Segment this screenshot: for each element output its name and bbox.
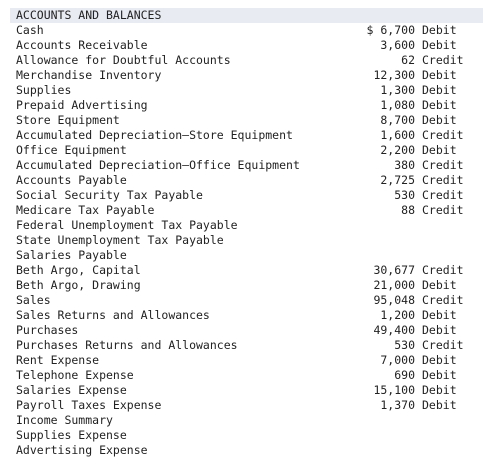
account-row [0, 368, 483, 383]
account-name: Beth Argo, Capital [16, 263, 141, 277]
account-balance: 49,400 [373, 323, 415, 337]
account-list [0, 23, 483, 458]
account-name: Store Equipment [16, 113, 120, 127]
account-row [0, 308, 483, 323]
account-name: Purchases [16, 323, 79, 337]
account-balance: 15,100 [373, 383, 415, 397]
account-balance: 88 [401, 203, 415, 217]
balance-side: Debit [422, 323, 457, 337]
account-name: Sales [16, 293, 51, 307]
account-balance: 530 [394, 338, 415, 352]
account-balance: 95,048 [373, 293, 415, 307]
account-balance: 30,677 [373, 263, 415, 277]
account-name: Advertising Expense [16, 443, 148, 457]
balance-side: Debit [422, 98, 457, 112]
balance-side: Debit [422, 308, 457, 322]
account-row [0, 83, 483, 98]
account-row [0, 68, 483, 83]
account-name: Merchandise Inventory [16, 68, 162, 82]
account-row [0, 143, 483, 158]
account-name: Rent Expense [16, 353, 100, 367]
account-row [0, 98, 483, 113]
account-row [0, 188, 483, 203]
balance-side: Credit [422, 203, 464, 217]
account-row [0, 413, 483, 428]
account-balance: 530 [394, 188, 415, 202]
account-row [0, 203, 483, 218]
account-balance: 1,370 [380, 398, 415, 412]
account-name: Purchases Returns and Allowances [16, 338, 238, 352]
account-name: Sales Returns and Allowances [16, 308, 210, 322]
account-row [0, 23, 483, 38]
account-row [0, 398, 483, 413]
account-name: Medicare Tax Payable [16, 203, 155, 217]
balance-side: Credit [422, 263, 464, 277]
account-balance: 1,300 [380, 83, 415, 97]
account-name: Federal Unemployment Tax Payable [16, 218, 238, 232]
account-name: Telephone Expense [16, 368, 134, 382]
balance-side: Credit [422, 158, 464, 172]
account-row [0, 173, 483, 188]
account-row [0, 278, 483, 293]
account-balance: 8,700 [380, 113, 415, 127]
account-balance: 7,000 [380, 353, 415, 367]
balance-side: Credit [422, 188, 464, 202]
balance-side: Debit [422, 368, 457, 382]
account-balance: 21,000 [373, 278, 415, 292]
account-balance: 690 [394, 368, 415, 382]
balance-side: Debit [422, 23, 457, 37]
account-name: Office Equipment [16, 143, 127, 157]
section-title: ACCOUNTS AND BALANCES [16, 8, 162, 22]
balance-side: Debit [422, 143, 457, 157]
account-row [0, 443, 483, 458]
account-row [0, 53, 483, 68]
account-name: Accounts Payable [16, 173, 127, 187]
account-balance: 12,300 [373, 68, 415, 82]
account-name: Payroll Taxes Expense [16, 398, 162, 412]
account-balance: 3,600 [380, 38, 415, 52]
account-balance: 62 [401, 53, 415, 67]
account-row [0, 323, 483, 338]
account-name: State Unemployment Tax Payable [16, 233, 224, 247]
account-row [0, 338, 483, 353]
account-row [0, 353, 483, 368]
account-row [0, 263, 483, 278]
account-name: Salaries Payable [16, 248, 127, 262]
account-row [0, 248, 483, 263]
account-balance: 1,080 [380, 98, 415, 112]
balance-side: Debit [422, 398, 457, 412]
account-balance: 2,725 [380, 173, 415, 187]
balance-side: Debit [422, 38, 457, 52]
balance-side: Debit [422, 353, 457, 367]
account-balance: 1,600 [380, 128, 415, 142]
balance-side: Credit [422, 128, 464, 142]
balance-side: Credit [422, 53, 464, 67]
balance-side: Debit [422, 278, 457, 292]
balance-side: Credit [422, 173, 464, 187]
balance-side: Debit [422, 68, 457, 82]
account-balance: 2,200 [380, 143, 415, 157]
account-row [0, 158, 483, 173]
account-name: Salaries Expense [16, 383, 127, 397]
account-balance: 380 [394, 158, 415, 172]
account-name: Accounts Receivable [16, 38, 148, 52]
account-name: Social Security Tax Payable [16, 188, 203, 202]
account-row [0, 113, 483, 128]
account-row [0, 428, 483, 443]
account-row [0, 38, 483, 53]
account-name: Prepaid Advertising [16, 98, 148, 112]
account-name: Cash [16, 23, 44, 37]
account-name: Beth Argo, Drawing [16, 278, 141, 292]
balance-side: Credit [422, 293, 464, 307]
balance-side: Debit [422, 83, 457, 97]
account-name: Income Summary [16, 413, 113, 427]
account-row [0, 128, 483, 143]
account-name: Supplies [16, 83, 72, 97]
account-name: Accumulated Depreciation–Office Equipment [16, 158, 300, 172]
account-row [0, 218, 483, 233]
account-balance: $ 6,700 [366, 23, 415, 37]
account-name: Supplies Expense [16, 428, 127, 442]
account-balance: 1,200 [380, 308, 415, 322]
account-name: Accumulated Depreciation–Store Equipment [16, 128, 293, 142]
account-name: Allowance for Doubtful Accounts [16, 53, 231, 67]
account-row [0, 233, 483, 248]
balance-side: Debit [422, 113, 457, 127]
account-row [0, 383, 483, 398]
account-row [0, 293, 483, 308]
balance-side: Credit [422, 338, 464, 352]
balance-side: Debit [422, 383, 457, 397]
